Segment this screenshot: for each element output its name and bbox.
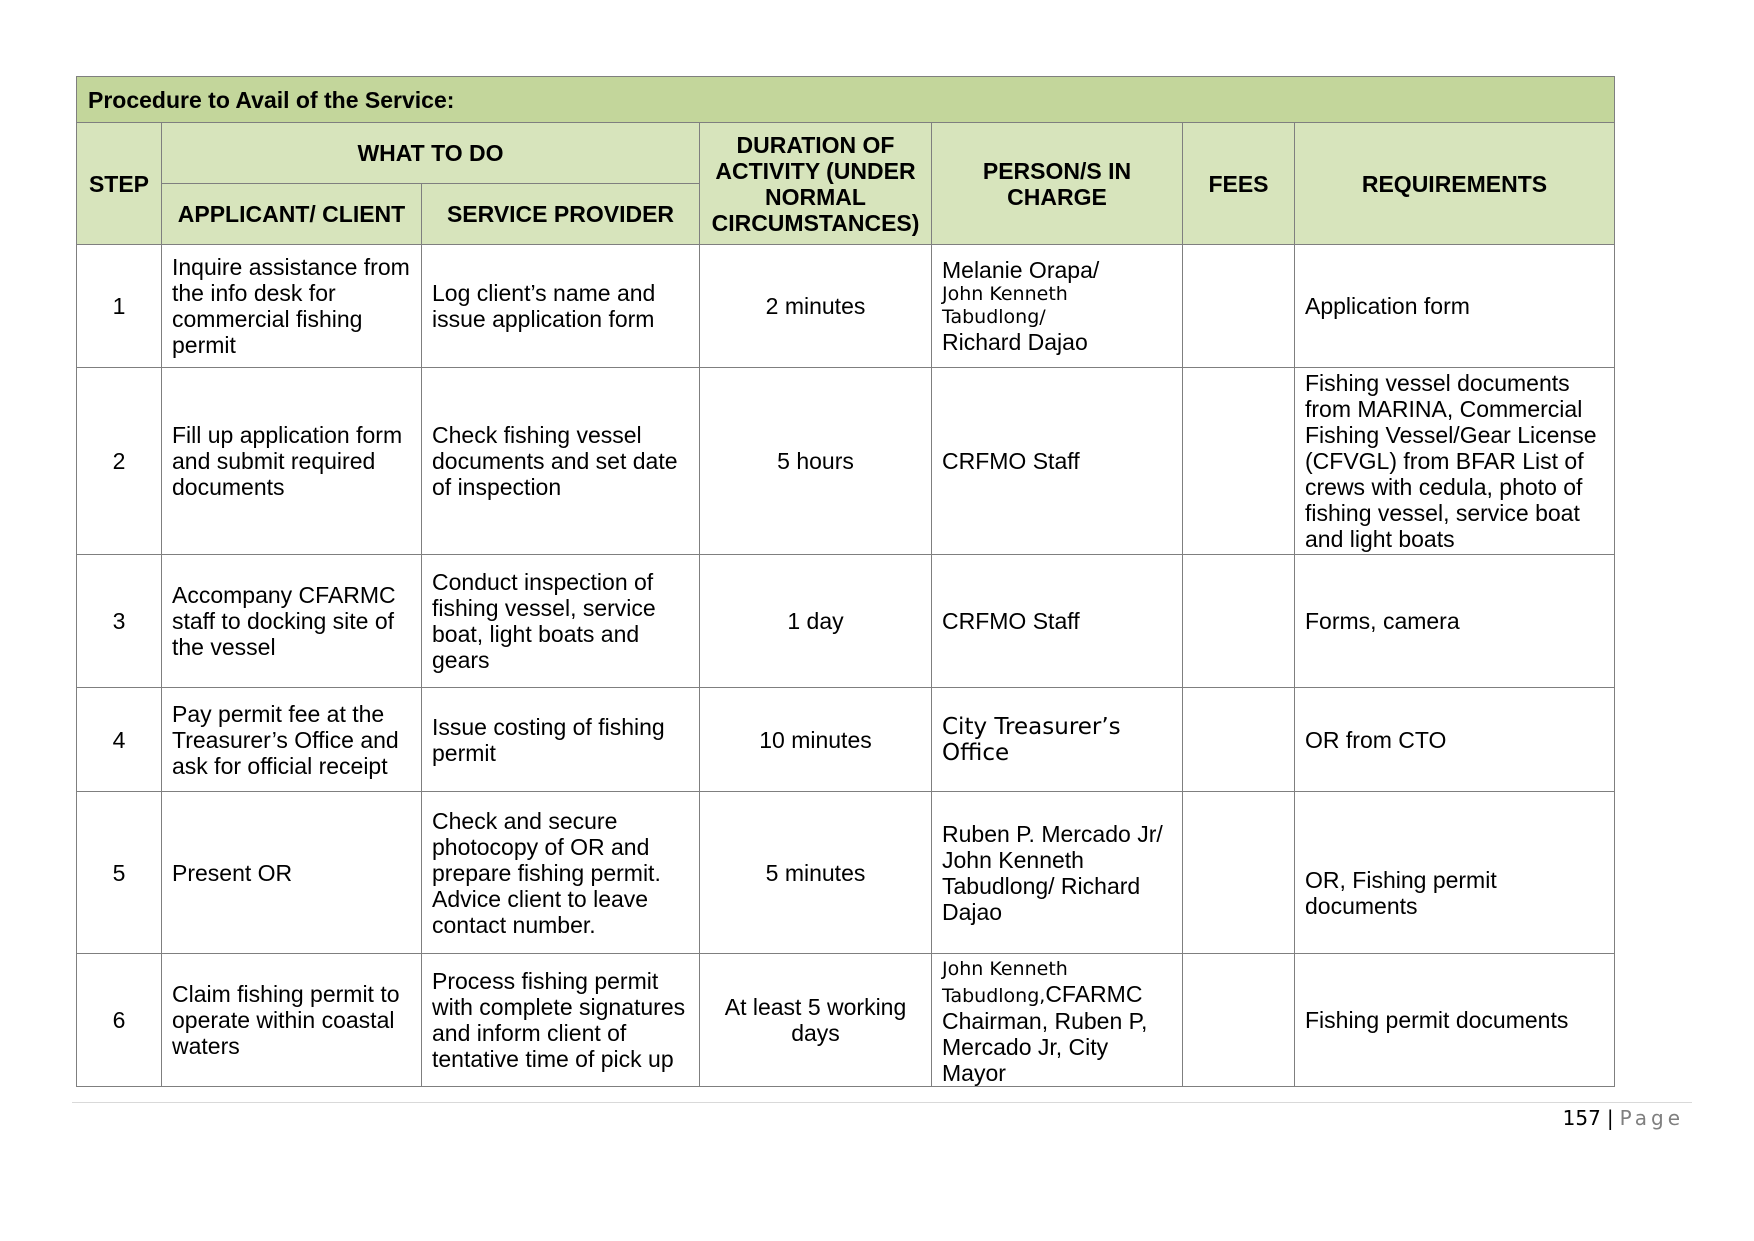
provider-cell: Conduct inspection of fishing vessel, service boat, light boats and gears — [422, 555, 700, 688]
duration-cell: At least 5 working days — [700, 954, 932, 1087]
provider-cell: Check fishing vessel documents and set date of inspection — [422, 368, 700, 555]
applicant-cell: Accompany CFARMC staff to docking site of the vessel — [162, 555, 422, 688]
fees-cell — [1183, 555, 1295, 688]
requirements-cell: Application form — [1295, 245, 1615, 368]
header-what-to-do: WHAT TO DO — [162, 123, 700, 184]
page-footer — [1563, 1104, 1684, 1132]
page-label: Page — [1619, 1106, 1684, 1130]
provider-cell: Log client’s name and issue application form — [422, 245, 700, 368]
person-line: CFARMC Chairman, Ruben P, Mercado Jr, City Mayor — [942, 981, 1148, 1086]
step-cell: 2 — [77, 368, 162, 555]
header-fees: FEES — [1183, 123, 1295, 245]
table-row — [77, 792, 1615, 954]
duration-cell: 5 minutes — [700, 792, 932, 954]
person-cell: CRFMO Staff — [932, 555, 1183, 688]
person-cell: CRFMO Staff — [932, 368, 1183, 555]
table-row — [77, 688, 1615, 792]
requirements-cell: Fishing vessel documents from MARINA, Commercial Fishing Vessel/Gear License (CFVGL) from BFAR List of crews with cedula, photo of fishing vessel, service boat and light boats — [1295, 368, 1615, 555]
table-row — [77, 368, 1615, 555]
requirements-cell: Fishing permit documents — [1295, 954, 1615, 1087]
applicant-cell: Present OR — [162, 792, 422, 954]
applicant-cell: Fill up application form and submit required documents — [162, 368, 422, 555]
procedure-table — [76, 76, 1615, 1087]
provider-cell: Check and secure photocopy of OR and prepare fishing permit. Advice client to leave contact number. — [422, 792, 700, 954]
footer-separator: | — [1606, 1106, 1614, 1130]
person-line: John Kenneth Tabudlong/ — [942, 283, 1068, 328]
person-line: Richard Dajao — [942, 329, 1088, 355]
requirements-cell: OR, Fishing permit documents — [1295, 792, 1615, 954]
duration-cell: 2 minutes — [700, 245, 932, 368]
step-cell: 6 — [77, 954, 162, 1087]
step-cell: 1 — [77, 245, 162, 368]
applicant-cell: Pay permit fee at the Treasurer’s Office and ask for official receipt — [162, 688, 422, 792]
fees-cell — [1183, 688, 1295, 792]
requirements-cell: OR from CTO — [1295, 688, 1615, 792]
fees-cell — [1183, 245, 1295, 368]
duration-cell: 5 hours — [700, 368, 932, 555]
person-line: Melanie Orapa/ — [942, 257, 1100, 283]
table-row — [77, 245, 1615, 368]
table-row — [77, 555, 1615, 688]
fees-cell — [1183, 954, 1295, 1087]
table-title: Procedure to Avail of the Service: — [77, 77, 1615, 123]
duration-cell: 10 minutes — [700, 688, 932, 792]
person-cell: Ruben P. Mercado Jr/ John Kenneth Tabudlong/ Richard Dajao — [932, 792, 1183, 954]
applicant-cell: Claim fishing permit to operate within coastal waters — [162, 954, 422, 1087]
duration-cell: 1 day — [700, 555, 932, 688]
page-number: 157 — [1562, 1106, 1601, 1130]
table-row — [77, 954, 1615, 1087]
footer-divider — [72, 1102, 1692, 1103]
header-step: STEP — [77, 123, 162, 245]
person-line: John Kenneth Tabudlong, — [942, 958, 1068, 1007]
step-cell: 4 — [77, 688, 162, 792]
header-duration: DURATION OF ACTIVITY (UNDER NORMAL CIRCUMSTANCES) — [700, 123, 932, 245]
provider-cell: Issue costing of fishing permit — [422, 688, 700, 792]
person-cell — [932, 245, 1183, 368]
step-cell: 5 — [77, 792, 162, 954]
applicant-cell: Inquire assistance from the info desk for commercial fishing permit — [162, 245, 422, 368]
fees-cell — [1183, 368, 1295, 555]
person-cell: City Treasurer’s Office — [932, 688, 1183, 792]
requirements-cell: Forms, camera — [1295, 555, 1615, 688]
header-applicant-client: APPLICANT/ CLIENT — [162, 184, 422, 245]
provider-cell: Process fishing permit with complete signatures and inform client of tentative time of pick up — [422, 954, 700, 1087]
person-cell — [932, 954, 1183, 1087]
header-requirements: REQUIREMENTS — [1295, 123, 1615, 245]
step-cell: 3 — [77, 555, 162, 688]
header-persons-in-charge: PERSON/S IN CHARGE — [932, 123, 1183, 245]
header-service-provider: SERVICE PROVIDER — [422, 184, 700, 245]
fees-cell — [1183, 792, 1295, 954]
